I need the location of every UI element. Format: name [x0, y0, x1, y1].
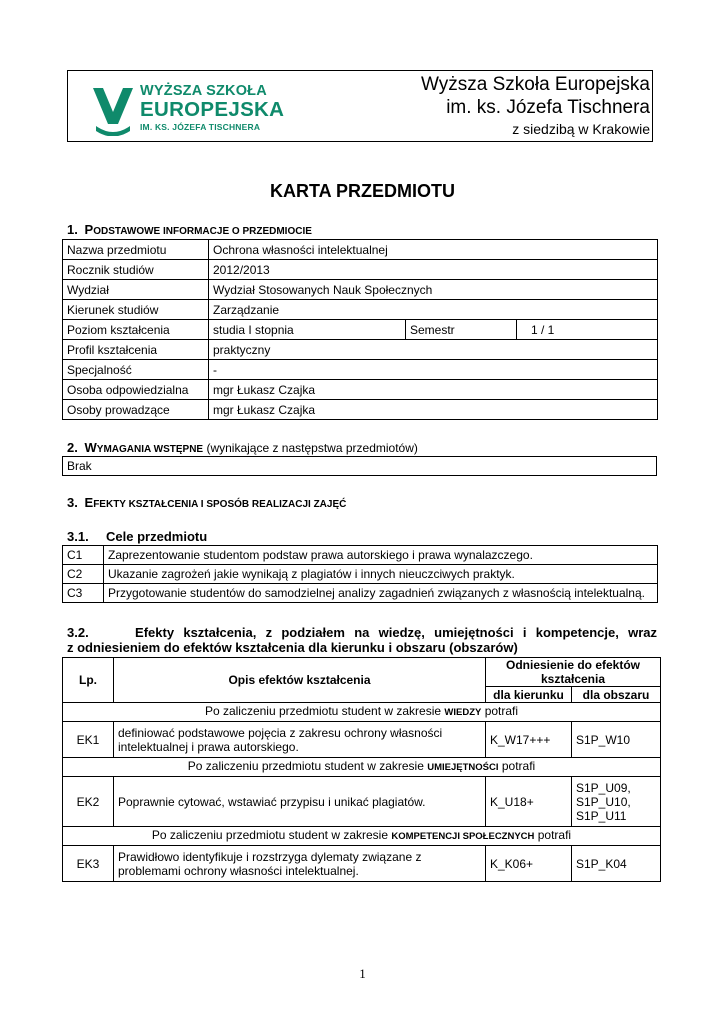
table-row [63, 703, 661, 722]
row-label: Specjalność [63, 360, 209, 380]
row-value: mgr Łukasz Czajka [209, 380, 658, 400]
row-value: Wydział Stosowanych Nauk Społecznych [209, 280, 658, 300]
section-3-heading: 3. EFEKTY KSZTAŁCENIA I SPOSÓB REALIZACJI ZAJĘĆ [67, 495, 347, 510]
table-row [63, 457, 657, 476]
row-value: studia I stopnia [209, 320, 406, 340]
row-value: - [209, 360, 658, 380]
school-name: Wyższa Szkoła Europejska [421, 74, 650, 95]
table-row [63, 380, 658, 400]
page-title: KARTA PRZEDMIOTU [270, 181, 455, 201]
school-seat: z siedzibą w Krakowie [512, 121, 650, 137]
row-label: Poziom kształcenia [63, 320, 209, 340]
row-label: Wydział [63, 280, 209, 300]
section-1-heading: 1. PODSTAWOWE INFORMACJE O PRZEDMIOCIE [67, 222, 312, 237]
row-value: Zarządzanie [209, 300, 658, 320]
table-row [63, 260, 658, 280]
row-value: Ochrona własności intelektualnej [209, 240, 658, 260]
header-for-area: dla obszaru [572, 687, 661, 703]
logo-mark-icon [90, 84, 136, 136]
goal-text: Przygotowanie studentów do samodzielnej analizy zagadnień związanych z własnością intelektualną. [104, 584, 658, 603]
section-3-2-heading: 3.2. Efekty kształcenia, z podziałem na wiedzę, umiejętności i kompetencje, wraz [67, 625, 658, 640]
header-description: Opis efektów kształcenia [114, 658, 486, 703]
table-row [63, 584, 658, 603]
document-header [67, 70, 653, 142]
table-row [63, 846, 661, 882]
goal-code: C2 [63, 565, 104, 584]
table-row [63, 827, 661, 846]
table-row [63, 300, 658, 320]
school-logo [90, 82, 285, 138]
outcome-course-ref: K_U18+ [486, 777, 572, 827]
page-number: 1 [359, 966, 366, 981]
logo-text-line1: WYŻSZA SZKOŁA [140, 83, 267, 99]
outcome-code: EK2 [63, 777, 114, 827]
outcome-course-ref: K_K06+ [486, 846, 572, 882]
school-patron: im. ks. Józefa Tischnera [446, 97, 650, 118]
goal-text: Ukazanie zagrożeń jakie wynikają z plagiatów i innych nieuczciwych praktyk. [104, 565, 658, 584]
outcome-description: Prawidłowo identyfikuje i rozstrzyga dylematy związane z problemami ochrony własności intelektualnej. [114, 846, 486, 882]
table-row [63, 360, 658, 380]
table-row [63, 340, 658, 360]
row-value: praktyczny [209, 340, 658, 360]
header-lp: Lp. [63, 658, 114, 703]
outcome-code: EK1 [63, 722, 114, 758]
prerequisites-value: Brak [63, 457, 657, 476]
logo-text-line3: IM. KS. JÓZEFA TISCHNERA [140, 122, 261, 132]
outcome-area-ref: S1P_W10 [572, 722, 661, 758]
logo-text-line2: EUROPEJSKA [140, 98, 285, 121]
outcome-group-info: Po zaliczeniu przedmiotu student w zakresie WIEDZY potrafi [63, 703, 661, 722]
prerequisites-table [62, 456, 657, 476]
table-row [63, 758, 661, 777]
section-2-heading: 2. WYMAGANIA WSTĘPNE (wynikające z następstwa przedmiotów) [67, 440, 418, 455]
row-label: Profil kształcenia [63, 340, 209, 360]
semester-label: Semestr [406, 320, 517, 340]
goal-code: C1 [63, 546, 104, 565]
outcome-group-info: Po zaliczeniu przedmiotu student w zakresie KOMPETENCJI SPOŁECZNYCH potrafi [63, 827, 661, 846]
table-header-row [63, 658, 661, 687]
table-row [63, 546, 658, 565]
section-3-2-heading-line2: z odniesieniem do efektów kształcenia dla kierunku i obszaru (obszarów) [67, 640, 518, 655]
outcome-code: EK3 [63, 846, 114, 882]
header-for-course: dla kierunku [486, 687, 572, 703]
row-label: Osoby prowadzące [63, 400, 209, 420]
table-row [63, 240, 658, 260]
table-row [63, 565, 658, 584]
goal-code: C3 [63, 584, 104, 603]
outcome-description: definiować podstawowe pojęcia z zakresu ochrony własności intelektualnej i prawa autorskiego. [114, 722, 486, 758]
row-label: Rocznik studiów [63, 260, 209, 280]
section-3-1-heading: 3.1. Cele przedmiotu [67, 529, 208, 544]
outcome-course-ref: K_W17+++ [486, 722, 572, 758]
row-value: mgr Łukasz Czajka [209, 400, 658, 420]
table-row [63, 722, 661, 758]
outcome-area-ref: S1P_U09, S1P_U10, S1P_U11 [572, 777, 661, 827]
learning-outcomes-table [62, 657, 661, 882]
row-label: Nazwa przedmiotu [63, 240, 209, 260]
outcome-description: Poprawnie cytować, wstawiać przypisu i unikać plagiatów. [114, 777, 486, 827]
outcome-area-ref: S1P_K04 [572, 846, 661, 882]
basic-info-table [62, 239, 658, 420]
table-row [63, 400, 658, 420]
course-goals-table [62, 545, 658, 603]
goal-text: Zaprezentowanie studentom podstaw prawa autorskiego i prawa wynalazczego. [104, 546, 658, 565]
header-reference: Odniesienie do efektów kształcenia [486, 658, 661, 687]
outcome-group-info: Po zaliczeniu przedmiotu student w zakresie UMIEJĘTNOŚCI potrafi [63, 758, 661, 777]
row-value: 2012/2013 [209, 260, 658, 280]
row-label: Kierunek studiów [63, 300, 209, 320]
table-row [63, 280, 658, 300]
semester-value: 1 / 1 [517, 320, 658, 340]
table-row [63, 777, 661, 827]
table-row [63, 320, 658, 340]
row-label: Osoba odpowiedzialna [63, 380, 209, 400]
